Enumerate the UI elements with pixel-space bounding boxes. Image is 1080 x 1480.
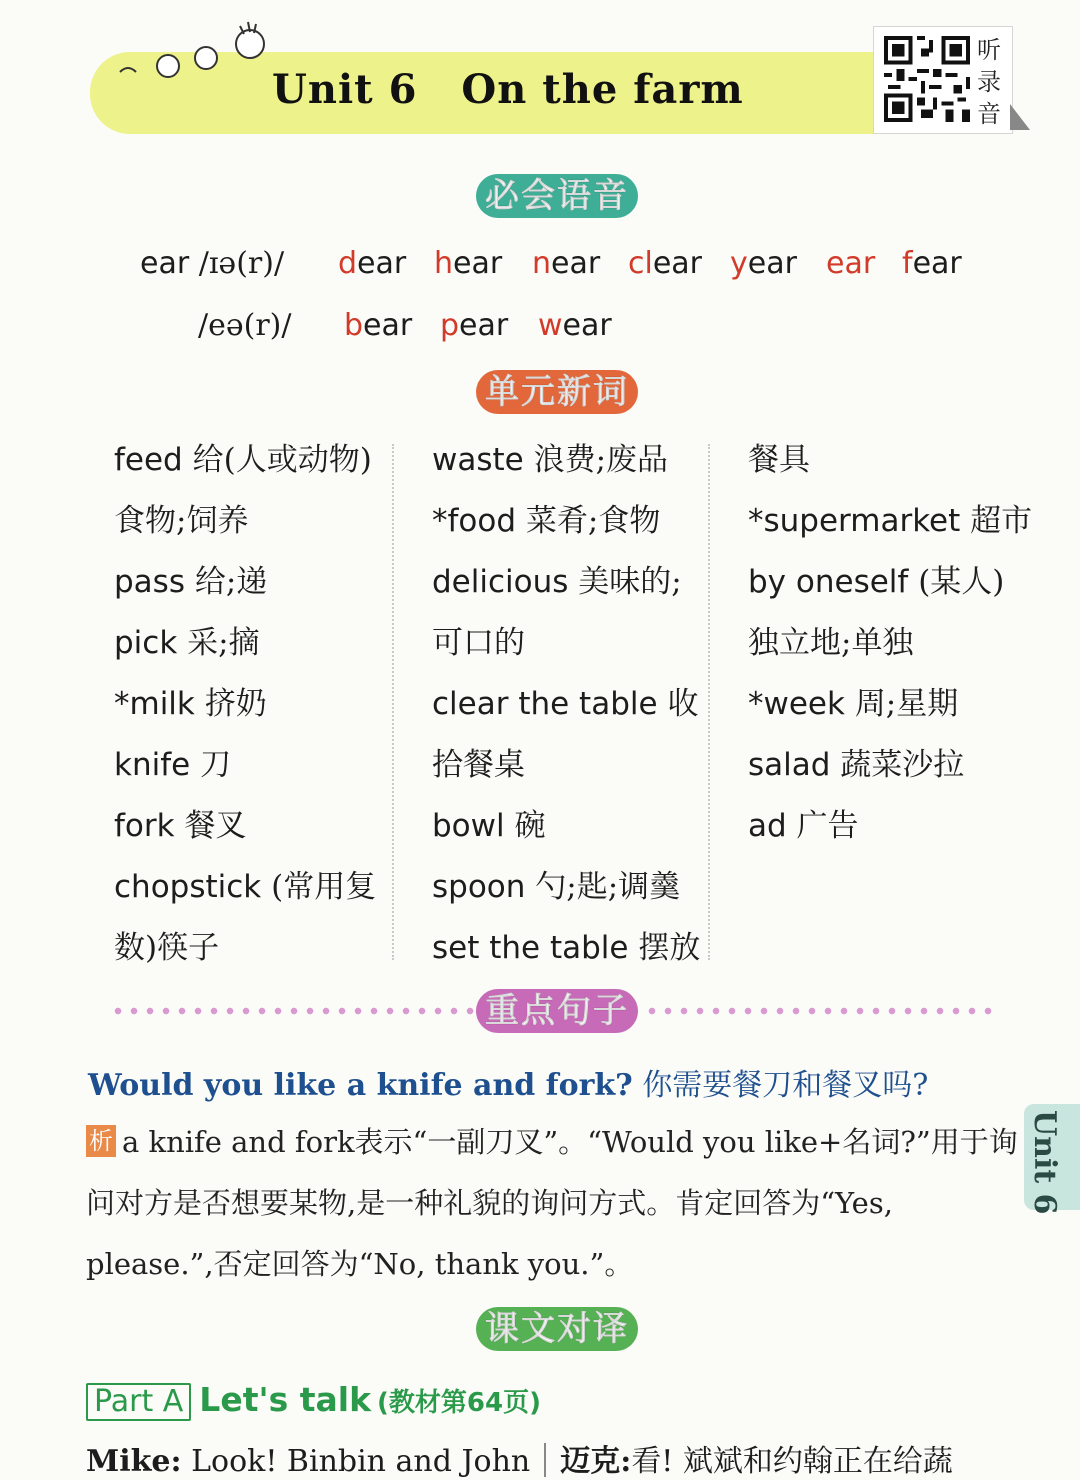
- phonics-ipa: /ɪə(r)/: [198, 246, 285, 281]
- vocab-chinese: 食物;饲养: [114, 503, 249, 539]
- vocab-english: delicious: [432, 564, 569, 600]
- vocab-chinese: 碗: [514, 808, 546, 844]
- vocab-chinese: (常用复: [271, 869, 377, 905]
- vocab-chinese: 美味的;: [578, 564, 682, 600]
- part-label: Part A: [86, 1383, 191, 1421]
- vocab-column-2: [432, 430, 700, 979]
- phonics-word: bear: [344, 308, 413, 343]
- phonics-letters: ear: [140, 246, 190, 281]
- column-divider: [392, 444, 394, 960]
- dialog-divider: [544, 1443, 546, 1477]
- vocab-english: *food: [432, 503, 517, 539]
- unit-title: Unit 6 On the farm: [272, 66, 744, 113]
- vocab-chinese: 数)筷子: [114, 930, 220, 966]
- vocab-entry: [748, 735, 1032, 796]
- vocab-english: spoon: [432, 869, 526, 905]
- vocab-entry: [432, 552, 700, 613]
- vocab-english: bowl: [432, 808, 505, 844]
- part-title: Let's talk: [199, 1380, 372, 1419]
- section-title-new-words: 单元新词: [476, 370, 638, 414]
- vocab-chinese: 收: [667, 686, 699, 722]
- phonics-word: pear: [440, 308, 509, 343]
- speaker-chinese: 迈克:: [560, 1444, 632, 1479]
- vocab-chinese: 刀: [200, 747, 232, 783]
- vocab-entry: [432, 735, 700, 796]
- page-corner-marker: [1010, 104, 1030, 130]
- dotted-divider: [644, 1007, 992, 1015]
- section-title-dialog-translation: 课文对译: [476, 1307, 638, 1351]
- phonics-word: dear: [338, 246, 407, 281]
- phonics-row-ear-2: [140, 308, 1020, 348]
- analysis-line: 析 a knife and fork表示“一副刀叉”。“Would you like+名词?”用于询: [86, 1112, 1014, 1173]
- vocab-column-1: [114, 430, 376, 979]
- qr-code-icon[interactable]: [884, 36, 970, 122]
- vocab-chinese: 周;星期: [854, 686, 959, 722]
- vocab-english: waste: [432, 442, 524, 478]
- key-sentence-english: Would you like a knife and fork?: [88, 1068, 633, 1103]
- analysis-badge: 析: [86, 1125, 116, 1157]
- vocab-english: knife: [114, 747, 191, 783]
- vocab-entry: [748, 674, 1032, 735]
- vocab-entry: [432, 796, 700, 857]
- chick-doodle-icon: [118, 20, 278, 80]
- vocab-english: *milk: [114, 686, 195, 722]
- vocab-entry: [432, 857, 700, 918]
- textbook-page-note: (教材第64页): [377, 1388, 541, 1418]
- vocab-entry: [114, 918, 376, 979]
- vocab-english: clear the table: [432, 686, 658, 722]
- analysis-line: please.”,否定回答为“No, thank you.”。: [86, 1247, 634, 1281]
- vocab-chinese: 菜肴;食物: [525, 503, 661, 539]
- section-title-phonics: 必会语音: [476, 174, 638, 218]
- vocab-entry: [432, 430, 700, 491]
- dialog-english: Look! Binbin and John: [191, 1444, 531, 1479]
- vocab-chinese: 拾餐桌: [432, 747, 525, 783]
- phonics-word: hear: [434, 246, 503, 281]
- vocab-column-3: [748, 430, 1032, 857]
- phonics-word: clear: [628, 246, 703, 281]
- analysis-paragraph: [86, 1112, 1018, 1295]
- vocab-chinese: 挤奶: [204, 686, 267, 722]
- vocab-entry: [748, 613, 1032, 674]
- vocab-entry: [114, 613, 376, 674]
- vocab-entry: [432, 613, 700, 674]
- vocab-chinese: 勺;匙;调羹: [535, 869, 681, 905]
- vocab-entry: [748, 430, 1032, 491]
- vocab-english: set the table: [432, 930, 629, 966]
- analysis-line: 问对方是否想要某物,是一种礼貌的询问方式。肯定回答为“Yes,: [86, 1186, 893, 1220]
- vocab-entry: [114, 430, 376, 491]
- phonics-row-ear-1: [140, 246, 1020, 286]
- key-sentence-chinese: 你需要餐刀和餐叉吗?: [642, 1068, 929, 1103]
- phonics-word: year: [730, 246, 797, 281]
- column-divider: [708, 444, 710, 960]
- phonics-word: wear: [538, 308, 612, 343]
- vocab-entry: [114, 857, 376, 918]
- vocab-chinese: 餐具: [748, 442, 810, 478]
- vocab-entry: [114, 735, 376, 796]
- vocab-chinese: 给;递: [194, 564, 268, 600]
- phonics-ipa: /eə(r)/: [198, 308, 292, 343]
- speaker-english: Mike:: [86, 1444, 182, 1479]
- vocab-english: feed: [114, 442, 183, 478]
- vocab-chinese: 餐叉: [184, 808, 247, 844]
- vocab-entry: [114, 796, 376, 857]
- vocab-chinese: 独立地;单独: [748, 625, 914, 661]
- vocab-english: pick: [114, 625, 178, 661]
- phonics-word: near: [532, 246, 601, 281]
- section-title-key-sentences: 重点句子: [476, 989, 638, 1033]
- unit-side-tab-label: Unit 6: [1027, 1110, 1062, 1215]
- vocab-english: *week: [748, 686, 845, 722]
- vocab-entry: [748, 552, 1032, 613]
- vocab-english: fork: [114, 808, 175, 844]
- vocab-english: chopstick: [114, 869, 262, 905]
- vocab-entry: [432, 491, 700, 552]
- vocab-entry: [748, 796, 1032, 857]
- vocab-english: by oneself: [748, 564, 909, 600]
- vocab-entry: [432, 918, 700, 979]
- vocab-entry: [114, 674, 376, 735]
- dotted-divider: [110, 1007, 474, 1015]
- vocab-chinese: 摆放: [638, 930, 701, 966]
- dialog-line: [86, 1436, 1026, 1480]
- vocab-entry: [748, 491, 1032, 552]
- key-sentence: [88, 1060, 928, 1104]
- vocab-chinese: 超市: [970, 503, 1033, 539]
- vocab-english: *supermarket: [748, 503, 961, 539]
- vocab-english: pass: [114, 564, 185, 600]
- vocab-english: ad: [748, 808, 787, 844]
- vocab-chinese: 广告: [796, 808, 859, 844]
- vocab-entry: [114, 491, 376, 552]
- vocab-english: salad: [748, 747, 831, 783]
- phonics-word: fear: [902, 246, 962, 281]
- vocab-entry: [114, 552, 376, 613]
- vocab-chinese: 浪费;废品: [533, 442, 669, 478]
- vocab-chinese: (某人): [918, 564, 1005, 600]
- vocab-chinese: 采;摘: [187, 625, 260, 661]
- phonics-word: ear: [826, 246, 876, 281]
- part-a-heading: [86, 1380, 541, 1421]
- dialog-chinese: 看! 斌斌和约翰正在给蔬: [631, 1444, 953, 1479]
- vocab-entry: [432, 674, 700, 735]
- vocab-chinese: 蔬菜沙拉: [840, 747, 965, 783]
- listen-audio-label[interactable]: 听录音: [977, 36, 1001, 128]
- vocab-chinese: 给(人或动物): [192, 442, 372, 478]
- vocab-chinese: 可口的: [432, 625, 525, 661]
